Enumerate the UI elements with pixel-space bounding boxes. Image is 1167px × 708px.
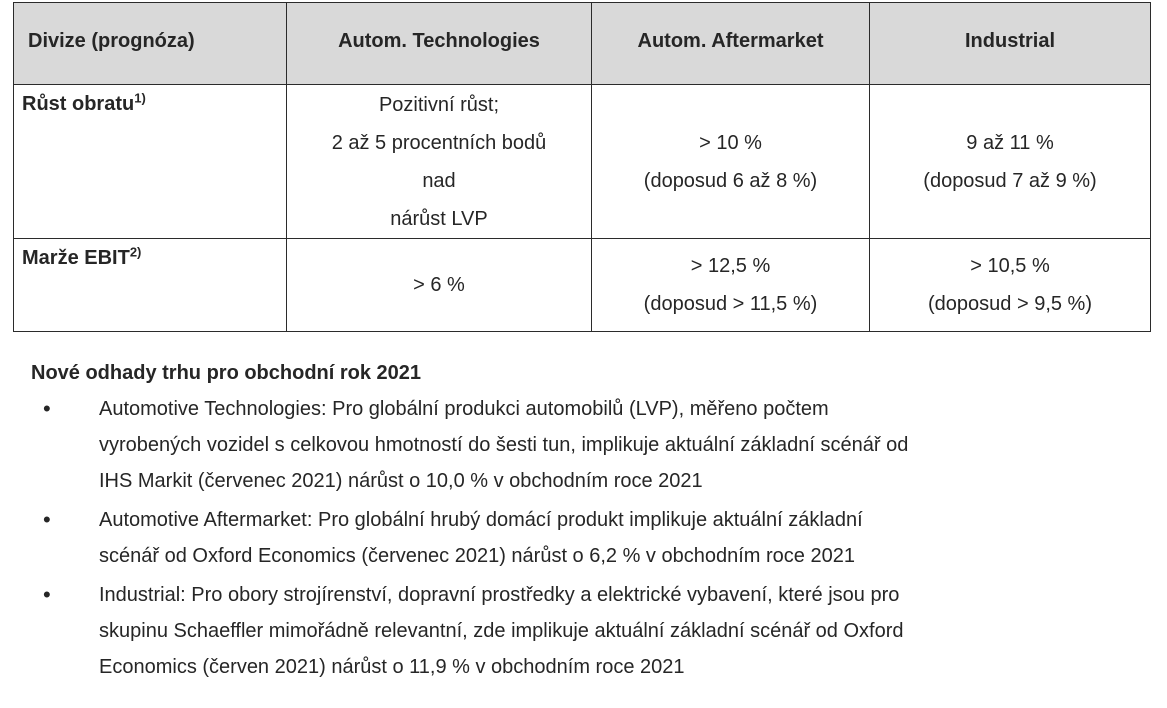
table-row-ebit-margin bbox=[14, 239, 1151, 332]
bullet-icon: • bbox=[43, 582, 51, 607]
list-item-line: skupinu Schaeffler mimořádně relevantní, zde implikuje aktuální základní scénář od Oxford bbox=[99, 620, 904, 642]
bullet-icon: • bbox=[43, 507, 51, 532]
row-label-text: Marže EBIT bbox=[22, 247, 130, 269]
cell-line: 9 až 11 % bbox=[966, 131, 1054, 154]
section-heading: Nové odhady trhu pro obchodní rok 2021 bbox=[31, 362, 422, 384]
cell-line: nárůst LVP bbox=[390, 207, 488, 230]
bullet-icon: • bbox=[43, 396, 51, 421]
list-item bbox=[31, 391, 1141, 499]
cell-line: (doposud 7 až 9 %) bbox=[923, 169, 1097, 192]
list-item-line: Economics (červen 2021) nárůst o 11,9 % v obchodním roce 2021 bbox=[99, 656, 685, 678]
list-item-line: Automotive Technologies: Pro globální produkci automobilů (LVP), měřeno počtem bbox=[99, 398, 829, 420]
list-item-line: Automotive Aftermarket: Pro globální hrubý domácí produkt implikuje aktuální základní bbox=[99, 509, 863, 531]
row-label-text: Růst obratu bbox=[22, 93, 135, 115]
row-label-ebit-margin bbox=[14, 239, 287, 332]
cell-ebit-margin-aa bbox=[592, 239, 870, 332]
list-item-line: Industrial: Pro obory strojírenství, dopravní prostředky a elektrické vybavení, které jsou pro bbox=[99, 584, 900, 606]
list-item-line: vyrobených vozidel s celkovou hmotností do šesti tun, implikuje aktuální základní scénář od bbox=[99, 434, 909, 456]
cell-line: (doposud > 9,5 %) bbox=[928, 293, 1092, 315]
cell-line: > 10,5 % bbox=[970, 255, 1050, 277]
cell-line: 2 až 5 procentních bodů bbox=[331, 131, 547, 154]
footnote-marker: 2) bbox=[129, 244, 142, 260]
header-industrial: Industrial bbox=[870, 3, 1151, 85]
header-automotive-technologies: Autom. Technologies bbox=[287, 3, 592, 85]
header-automotive-aftermarket: Autom. Aftermarket bbox=[592, 3, 870, 85]
cell-revenue-growth-industrial bbox=[870, 85, 1151, 239]
cell-revenue-growth-at bbox=[287, 85, 592, 239]
list-item bbox=[31, 577, 1141, 685]
list-item-line: scénář od Oxford Economics (červenec 2021) nárůst o 6,2 % v obchodním roce 2021 bbox=[99, 545, 855, 567]
market-estimates-section bbox=[31, 355, 1141, 688]
list-item-line: IHS Markit (červenec 2021) nárůst o 10,0 % v obchodním roce 2021 bbox=[99, 470, 703, 492]
cell-line: > 6 % bbox=[413, 274, 465, 296]
table-header-row bbox=[14, 3, 1151, 85]
list-item bbox=[31, 502, 1141, 574]
header-division: Divize (prognóza) bbox=[14, 3, 287, 85]
table-row-revenue-growth bbox=[14, 85, 1151, 239]
forecast-table bbox=[13, 2, 1151, 332]
cell-line: (doposud 6 až 8 %) bbox=[643, 169, 818, 192]
row-label-revenue-growth bbox=[14, 85, 287, 239]
cell-ebit-margin-at bbox=[287, 239, 592, 332]
cell-line: > 10 % bbox=[699, 131, 762, 154]
bullet-list bbox=[31, 391, 1141, 685]
cell-revenue-growth-aa bbox=[592, 85, 870, 239]
cell-line: > 12,5 % bbox=[690, 255, 771, 277]
footnote-marker: 1) bbox=[134, 90, 146, 106]
cell-ebit-margin-industrial bbox=[870, 239, 1151, 332]
cell-line: nad bbox=[422, 169, 456, 192]
cell-line: (doposud > 11,5 %) bbox=[643, 293, 818, 315]
cell-line: Pozitivní růst; bbox=[378, 93, 500, 116]
